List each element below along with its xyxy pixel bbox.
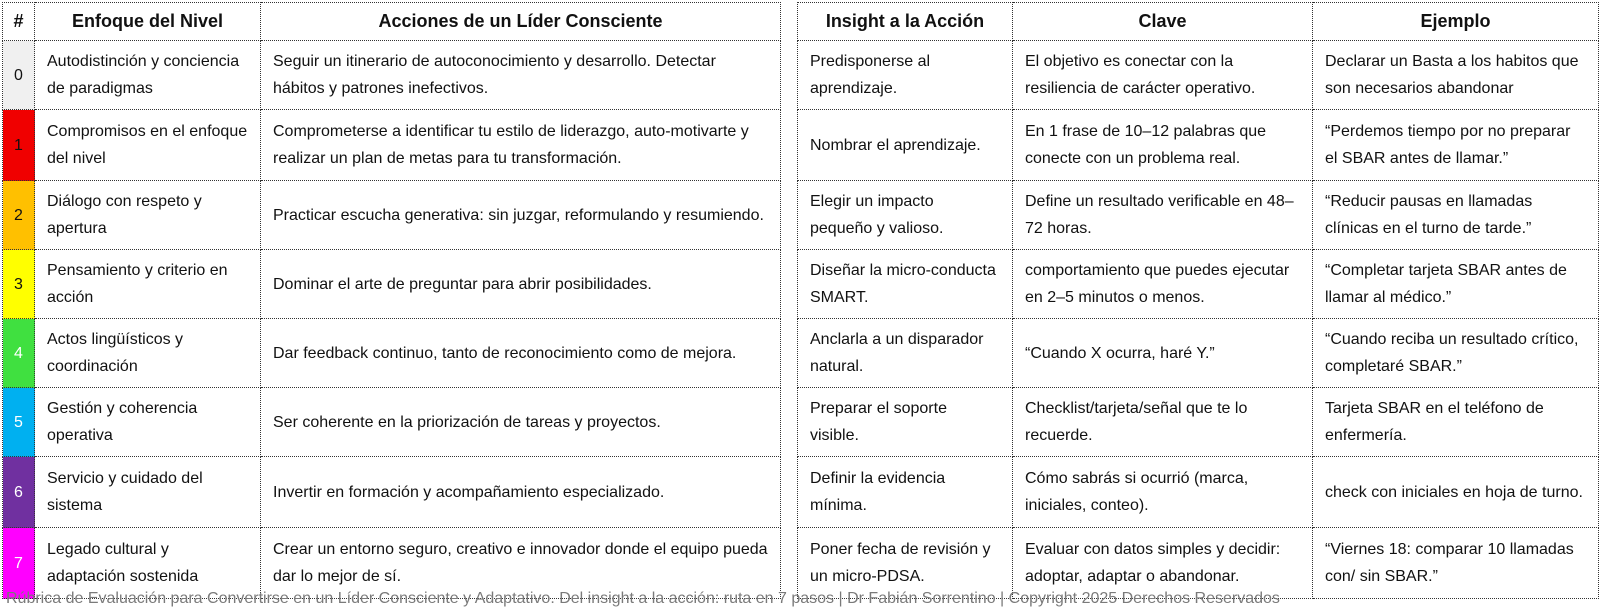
- insight-action-table: [797, 2, 1599, 599]
- levels-table: [2, 2, 781, 599]
- example-cell: “Reducir pausas en llamadas clínicas en el turno de tarde.”: [1313, 181, 1599, 250]
- level-number-cell: 4: [3, 319, 35, 388]
- key-cell: Evaluar con datos simples y decidir: adoptar, adaptar o abandonar.: [1013, 528, 1313, 599]
- level-row-7: [3, 528, 781, 599]
- footer-caption: Rúbrica de Evaluación para Convertirse en un Líder Consciente y Adaptativo. Del insight a la acción: ruta en 7 pasos | Dr Fabián Sorrentino | Copyright 2025 Derechos Reservados: [6, 590, 1280, 607]
- key-cell: El objetivo es conectar con la resiliencia de carácter operativo.: [1013, 41, 1313, 110]
- level-number-cell: 3: [3, 250, 35, 319]
- level-actions-cell: Crear un entorno seguro, creativo e innovador donde el equipo pueda dar lo mejor de sí.: [261, 528, 781, 599]
- level-number-cell: 1: [3, 110, 35, 181]
- insight-cell: Diseñar la micro-conducta SMART.: [798, 250, 1013, 319]
- header-level-focus: Enfoque del Nivel: [35, 3, 261, 41]
- key-cell: “Cuando X ocurra, haré Y.”: [1013, 319, 1313, 388]
- header-example: Ejemplo: [1313, 3, 1599, 41]
- insight-row-5: [798, 388, 1599, 457]
- level-row-6: [3, 457, 781, 528]
- level-number-cell: 5: [3, 388, 35, 457]
- level-row-5: [3, 388, 781, 457]
- insight-row-1: [798, 110, 1599, 181]
- key-cell: En 1 frase de 10–12 palabras que conecte con un problema real.: [1013, 110, 1313, 181]
- level-row-0: [3, 41, 781, 110]
- example-cell: Tarjeta SBAR en el teléfono de enfermería.: [1313, 388, 1599, 457]
- insight-row-2: [798, 181, 1599, 250]
- level-focus-cell: Actos lingüísticos y coordinación: [35, 319, 261, 388]
- key-cell: Define un resultado verificable en 48–72 horas.: [1013, 181, 1313, 250]
- level-focus-cell: Autodistinción y conciencia de paradigmas: [35, 41, 261, 110]
- insight-cell: Anclarla a un disparador natural.: [798, 319, 1013, 388]
- insight-cell: Poner fecha de revisión y un micro-PDSA.: [798, 528, 1013, 599]
- level-focus-cell: Gestión y coherencia operativa: [35, 388, 261, 457]
- level-actions-cell: Dominar el arte de preguntar para abrir posibilidades.: [261, 250, 781, 319]
- levels-header-row: [3, 3, 781, 41]
- key-cell: comportamiento que puedes ejecutar en 2–5 minutos o menos.: [1013, 250, 1313, 319]
- level-actions-cell: Seguir un itinerario de autoconocimiento y desarrollo. Detectar hábitos y patrones inefectivos.: [261, 41, 781, 110]
- insight-row-3: [798, 250, 1599, 319]
- example-cell: “Viernes 18: comparar 10 llamadas con/ sin SBAR.”: [1313, 528, 1599, 599]
- level-focus-cell: Pensamiento y criterio en acción: [35, 250, 261, 319]
- level-focus-cell: Compromisos en el enfoque del nivel: [35, 110, 261, 181]
- header-number: #: [3, 3, 35, 41]
- insight-cell: Preparar el soporte visible.: [798, 388, 1013, 457]
- level-actions-cell: Dar feedback continuo, tanto de reconocimiento como de mejora.: [261, 319, 781, 388]
- header-insight: Insight a la Acción: [798, 3, 1013, 41]
- key-cell: Cómo sabrás si ocurrió (marca, iniciales, conteo).: [1013, 457, 1313, 528]
- insight-cell: Predisponerse al aprendizaje.: [798, 41, 1013, 110]
- level-focus-cell: Diálogo con respeto y apertura: [35, 181, 261, 250]
- insight-cell: Nombrar el aprendizaje.: [798, 110, 1013, 181]
- insight-header-row: [798, 3, 1599, 41]
- level-row-3: [3, 250, 781, 319]
- level-row-1: [3, 110, 781, 181]
- example-cell: “Perdemos tiempo por no preparar el SBAR antes de llamar.”: [1313, 110, 1599, 181]
- example-cell: “Completar tarjeta SBAR antes de llamar al médico.”: [1313, 250, 1599, 319]
- example-cell: “Cuando reciba un resultado crítico, completaré SBAR.”: [1313, 319, 1599, 388]
- insight-row-7: [798, 528, 1599, 599]
- insight-cell: Elegir un impacto pequeño y valioso.: [798, 181, 1013, 250]
- level-number-cell: 0: [3, 41, 35, 110]
- level-row-2: [3, 181, 781, 250]
- level-actions-cell: Ser coherente en la priorización de tareas y proyectos.: [261, 388, 781, 457]
- level-number-cell: 6: [3, 457, 35, 528]
- key-cell: Checklist/tarjeta/señal que te lo recuerde.: [1013, 388, 1313, 457]
- level-actions-cell: Invertir en formación y acompañamiento especializado.: [261, 457, 781, 528]
- level-number-cell: 7: [3, 528, 35, 599]
- example-cell: Declarar un Basta a los habitos que son necesarios abandonar: [1313, 41, 1599, 110]
- insight-cell: Definir la evidencia mínima.: [798, 457, 1013, 528]
- level-focus-cell: Servicio y cuidado del sistema: [35, 457, 261, 528]
- header-leader-actions: Acciones de un Líder Consciente: [261, 3, 781, 41]
- level-actions-cell: Comprometerse a identificar tu estilo de liderazgo, auto-motivarte y realizar un plan de metas para tu transformación.: [261, 110, 781, 181]
- header-key: Clave: [1013, 3, 1313, 41]
- example-cell: check con iniciales en hoja de turno.: [1313, 457, 1599, 528]
- level-number-cell: 2: [3, 181, 35, 250]
- insight-row-6: [798, 457, 1599, 528]
- insight-row-4: [798, 319, 1599, 388]
- level-row-4: [3, 319, 781, 388]
- level-focus-cell: Legado cultural y adaptación sostenida: [35, 528, 261, 599]
- level-actions-cell: Practicar escucha generativa: sin juzgar, reformulando y resumiendo.: [261, 181, 781, 250]
- insight-row-0: [798, 41, 1599, 110]
